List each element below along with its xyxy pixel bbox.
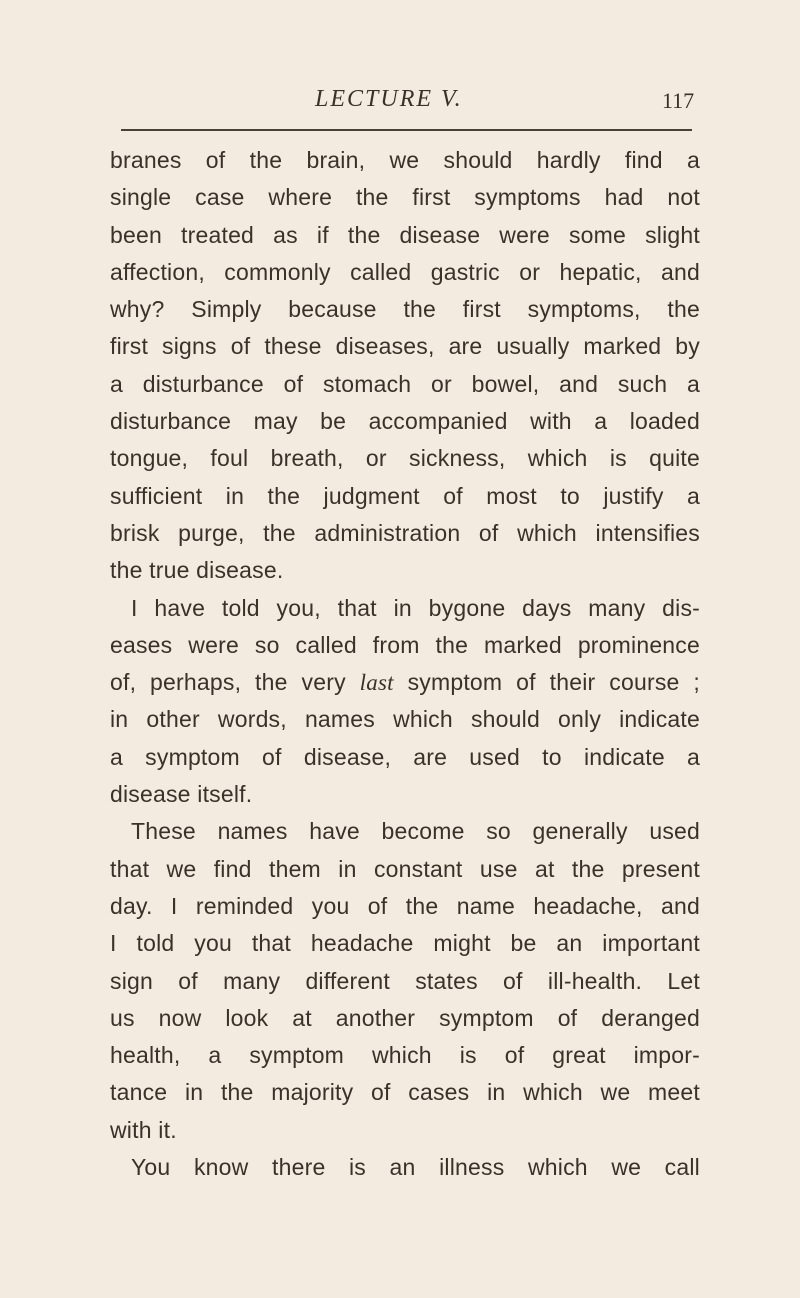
text-line: first signs of these diseases, are usually marked by [110, 333, 700, 360]
text-line: been treated as if the disease were some slight [110, 221, 700, 248]
text-line: a symptom of disease, are used to indicate a [110, 743, 700, 770]
text-line: single case where the first symptoms had not [110, 184, 700, 211]
text-line-paragraph-end: disease itself. [110, 781, 253, 808]
text-line: tance in the majority of cases in which we meet [110, 1079, 700, 1106]
text-line: day. I reminded you of the name headache, and [110, 892, 700, 919]
text-line: sign of many different states of ill-health. Let [110, 967, 700, 994]
text-line: affection, commonly called gastric or hepatic, and [110, 258, 700, 285]
page-number: 117 [662, 88, 695, 113]
body-text [110, 142, 700, 1186]
text-line-with-italic [110, 664, 700, 701]
text-line: health, a symptom which is of great impor- [110, 1042, 700, 1069]
text-segment: of, perhaps, the very [110, 669, 360, 696]
text-segment: symptom of their course ; [393, 669, 700, 696]
text-line: sufficient in the judgment of most to justify a [110, 482, 700, 509]
text-line-paragraph-end: with it. [110, 1116, 177, 1143]
text-line: why? Simply because the first symptoms, the [110, 296, 700, 323]
text-line: eases were so called from the marked prominence [110, 631, 700, 658]
running-head [0, 86, 800, 120]
text-line-paragraph-start: You know there is an illness which we call [131, 1154, 700, 1181]
italic-word: last [359, 670, 394, 696]
text-line-paragraph-start: These names have become so generally used [131, 818, 700, 845]
text-line-paragraph-start: I have told you, that in bygone days many dis- [131, 594, 700, 621]
text-line: a disturbance of stomach or bowel, and such a [110, 370, 700, 397]
header-rule [121, 129, 692, 131]
text-line-paragraph-end: the true disease. [110, 557, 284, 584]
text-line: branes of the brain, we should hardly find a [110, 147, 700, 173]
text-line: us now look at another symptom of deranged [110, 1004, 700, 1031]
text-line: disturbance may be accompanied with a loaded [110, 408, 700, 435]
text-line: in other words, names which should only indicate [110, 706, 700, 733]
text-line: brisk purge, the administration of which intensifies [110, 519, 700, 546]
text-line: tongue, foul breath, or sickness, which is quite [110, 445, 700, 472]
text-line: that we find them in constant use at the present [110, 855, 700, 882]
text-line: I told you that headache might be an important [110, 930, 700, 957]
running-title: LECTURE V. [315, 86, 463, 112]
